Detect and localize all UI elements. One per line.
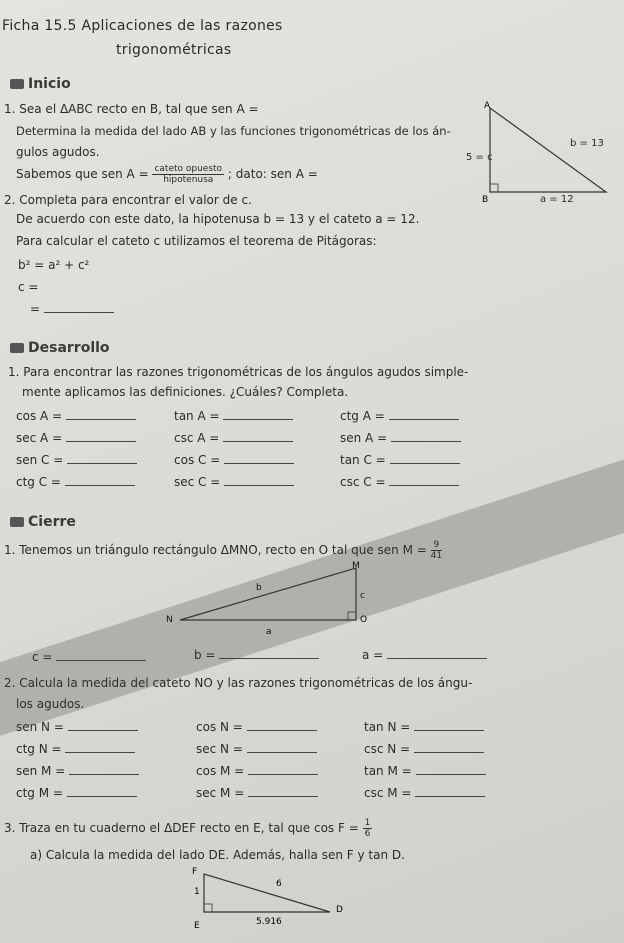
trig-blank-3-1: sec M = xyxy=(196,786,318,800)
title-line2: trigonométricas xyxy=(116,42,232,58)
trig-blank-2-2: tan C = xyxy=(340,453,460,467)
side-b-label: b = 13 xyxy=(570,138,604,149)
side-ed-label: 5.916 xyxy=(256,917,282,927)
vertex-d-label: D xyxy=(336,905,343,915)
triangle-abc-figure xyxy=(480,100,620,206)
trig-blank-2-1: cos C = xyxy=(174,453,294,467)
section-icon xyxy=(10,343,24,353)
desarrollo-heading: Desarrollo xyxy=(10,340,110,356)
trig-blank-0-1: tan A = xyxy=(174,409,293,423)
triangle-def-figure xyxy=(180,862,360,934)
title-line1: Ficha 15.5 Aplicaciones de las razones xyxy=(2,18,283,34)
inicio-item1-line3: gulos agudos. xyxy=(16,145,100,159)
fraction-cos-f: $\frac{1}{6}$ xyxy=(364,818,371,839)
desarrollo-line2: mente aplicamos las definiciones. ¿Cuáles? Completa. xyxy=(22,385,349,399)
cierre-item3: 3. Traza en tu cuaderno el ΔDEF recto en E, tal que cos F = $\frac{1}{6}$ xyxy=(4,818,371,839)
trig-blank-0-2: ctg A = xyxy=(340,409,459,423)
side-a-label: a = 12 xyxy=(540,194,574,205)
inicio-item2-line1: 2. Completa para encontrar el valor de c. xyxy=(4,193,252,207)
inicio-item2-line2: De acuerdo con este dato, la hipotenusa b = 13 y el cateto a = 12. xyxy=(16,212,420,226)
side-a-mno: a xyxy=(266,627,272,637)
trig-blank-0-0: sen N = xyxy=(16,720,138,734)
answer-c: c = xyxy=(32,650,146,664)
trig-blank-1-2: sen A = xyxy=(340,431,461,445)
side-b-mno: b xyxy=(256,583,262,593)
inicio-item2-line3: Para calcular el cateto c utilizamos el teorema de Pitágoras: xyxy=(16,234,377,248)
trig-blank-3-1: sec C = xyxy=(174,475,294,489)
shadow-overlay xyxy=(0,450,624,739)
trig-blank-0-0: cos A = xyxy=(16,409,136,423)
equation-c: c = xyxy=(18,280,39,294)
trig-blank-1-0: ctg N = xyxy=(16,742,135,756)
inicio-item1-line2: Determina la medida del lado AB y las funciones trigonométricas de los án- xyxy=(16,124,451,138)
answer-a: a = xyxy=(362,648,487,662)
vertex-n-label: N xyxy=(166,615,173,625)
equation-pythagoras: b² = a² + c² xyxy=(18,258,90,272)
inicio-item1-line1: 1. Sea el ΔABC recto en B, tal que sen A = xyxy=(4,102,259,116)
trig-blank-2-0: sen M = xyxy=(16,764,139,778)
trig-blank-0-1: cos N = xyxy=(196,720,317,734)
inicio-heading: Inicio xyxy=(10,76,71,92)
desarrollo-line1: 1. Para encontrar las razones trigonométricas de los ángulos agudos simple- xyxy=(8,365,469,379)
fraction-sen-m: $\frac{9}{41}$ xyxy=(430,540,443,561)
trig-blank-2-2: tan M = xyxy=(364,764,486,778)
trig-blank-2-0: sen C = xyxy=(16,453,137,467)
trig-blank-3-2: csc C = xyxy=(340,475,459,489)
vertex-f-label: F xyxy=(192,867,198,877)
equation-result: = xyxy=(30,302,114,316)
side-fe-label: 1 xyxy=(194,887,200,897)
trig-blank-1-1: sec N = xyxy=(196,742,317,756)
vertex-o-label: O xyxy=(360,615,368,625)
cierre-heading: Cierre xyxy=(10,514,76,530)
vertex-e-label: E xyxy=(194,921,200,931)
vertex-b-label: B xyxy=(482,195,489,205)
cierre-item3a: a) Calcula la medida del lado DE. Además, halla sen F y tan D. xyxy=(30,848,405,862)
trig-blank-1-2: csc N = xyxy=(364,742,484,756)
trig-blank-3-2: csc M = xyxy=(364,786,485,800)
cierre-item2-line2: los agudos. xyxy=(16,697,85,711)
answer-b: b = xyxy=(194,648,319,662)
trig-blank-0-2: tan N = xyxy=(364,720,484,734)
trig-blank-3-0: ctg C = xyxy=(16,475,135,489)
cierre-item2-line1: 2. Calcula la medida del cateto NO y las razones trigonométricas de los ángu- xyxy=(4,676,473,690)
trig-blank-2-1: cos M = xyxy=(196,764,318,778)
fraction-sen-a: $\frac{\text{cateto opuesto}}{\text{hipotenusa}}$ xyxy=(154,164,223,185)
inicio-item1-line4: Sabemos que sen A = $\frac{\text{cateto opuesto}}{\text{hipotenusa}}$ ; dato: sen A = xyxy=(16,164,318,185)
section-icon xyxy=(10,517,24,527)
trig-blank-3-0: ctg M = xyxy=(16,786,137,800)
side-c-mno: c xyxy=(360,591,365,601)
section-icon xyxy=(10,79,24,89)
cierre-item1: 1. Tenemos un triángulo rectángulo ΔMNO, recto en O tal que sen M = $\frac{9}{41}$ xyxy=(4,540,443,561)
vertex-m-label: M xyxy=(352,561,360,571)
vertex-a-label: A xyxy=(484,101,491,111)
side-c-label: 5 = c xyxy=(466,152,493,163)
trig-blank-1-0: sec A = xyxy=(16,431,136,445)
trig-blank-1-1: csc A = xyxy=(174,431,293,445)
side-hyp-label: 6 xyxy=(276,879,282,889)
